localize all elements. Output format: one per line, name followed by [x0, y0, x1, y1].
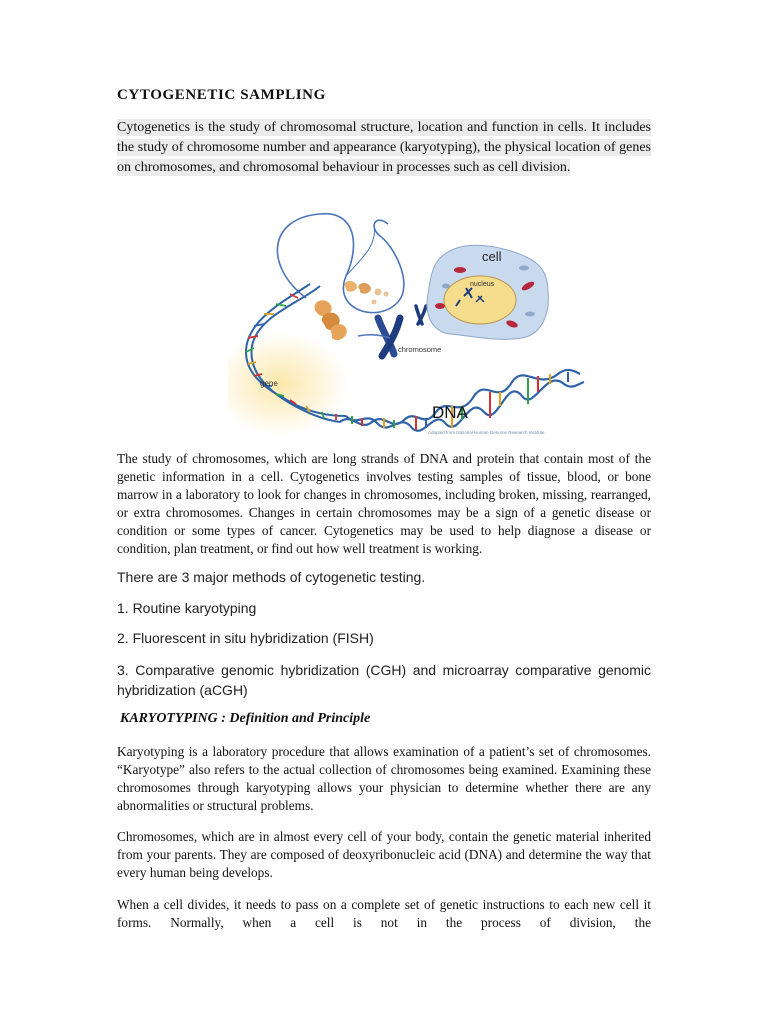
nucleus-label: nucleus — [470, 281, 495, 288]
chromosomes-overview-paragraph: The study of chromosomes, which are long strands of DNA and protein that contain most of the genetic information in a cell. Cytogenetics involves testing samples of tissue, blood, or bone marrow in a laboratory to look for changes in chromosomes, including broken, missing, rearranged, or extra chromosomes. Changes in certain chromosomes may be a sign of a genetic disease or condition or some types of cancer. Cytogenetics may be used to help diagnose a disease or condition, plan treatment, or find out how well treatment is working. — [117, 451, 651, 556]
cell-label: cell — [482, 249, 502, 264]
method-item-cgh: 3. Comparative genomic hybridization (CGH) and microarray comparative genomic hybridization (aCGH) — [117, 662, 651, 698]
methods-intro: There are 3 major methods of cytogenetic testing. — [117, 569, 426, 585]
method-item-karyotyping: 1. Routine karyotyping — [117, 600, 257, 616]
coiled-chromatin — [315, 281, 389, 340]
karyotyping-heading: KARYOTYPING : Definition and Principle — [120, 711, 371, 726]
intro-text: Cytogenetics is the study of chromosomal structure, location and function in cells. It includes the study of chromosome number and appearance (karyotyping), the physical location of genes on chromosomes, and chromosomal behaviour in processes such as cell division. — [117, 120, 651, 175]
chromosome-label: chromosome — [398, 345, 442, 354]
gene-label: gene — [260, 379, 278, 388]
dna-label: DNA — [432, 403, 468, 422]
small-chromosome — [416, 306, 426, 324]
dna-chromosome-cell-illustration — [228, 206, 588, 440]
figure-credit: Adapted from National Human Genome Research Institute — [428, 430, 545, 435]
karyotyping-paragraph-1: Karyotyping is a laboratory procedure that allows examination of a patient’s set of chromosomes. “Karyotype” also refers to the actual collection of chromosomes being examined. Examining these chromosomes through karyotyping allows your physician to determine whether there are any abnormalities or structural problems. — [117, 744, 651, 813]
intro-paragraph — [117, 118, 651, 178]
method-item-fish: 2. Fluorescent in situ hybridization (FISH) — [117, 630, 374, 646]
chromosome — [358, 318, 400, 356]
karyotyping-paragraph-3: When a cell divides, it needs to pass on a complete set of genetic instructions to each new cell it forms. Normally, when a cell is not in the process of division, the — [117, 897, 651, 930]
karyotyping-paragraph-2: Chromosomes, which are in almost every cell of your body, contain the genetic material inherited from your parents. They are composed of deoxyribonucleic acid (DNA) and determine the way that every human being develops. — [117, 829, 651, 880]
document-title: CYTOGENETIC SAMPLING — [117, 87, 326, 103]
